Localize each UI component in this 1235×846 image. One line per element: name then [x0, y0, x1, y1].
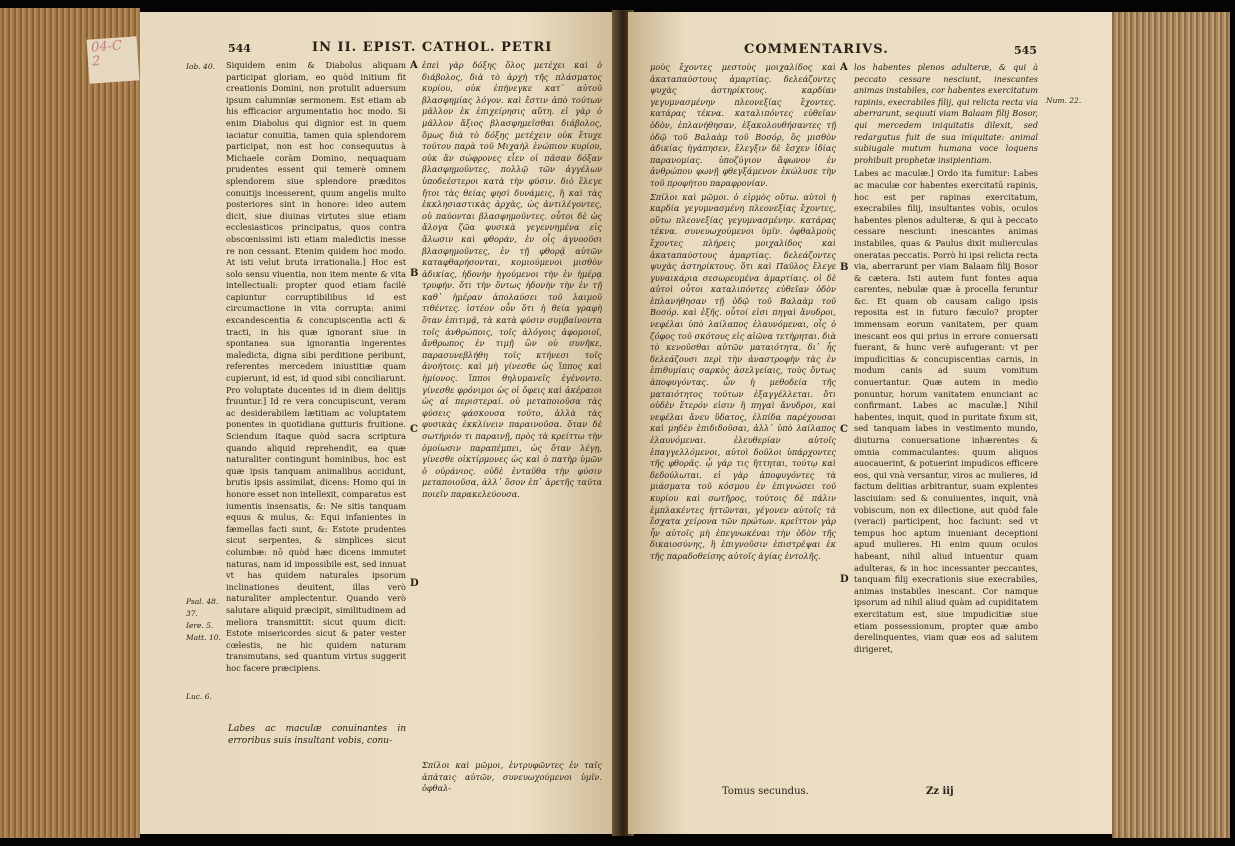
- latin-paragraph: Siquidem enim & Diabolus aliquam participat gloriam, eo quòd initium fit creationis Domini, non protulit aduersum ipsum calumniæ sermonem. Est etiam ab his efficacior argumentatio hoc modo. Si enim Diabolus qui dignior est in quem iaciatur conuitia, tamen quia splendorem participat, non est hoc consequutus à Michaele coràm Domino, nequaquam prudentes essent qui temerè omnem splendorem siue splendore præditos conuitijs incesserent, quum angelis multo posteriores sint in honore: ideo autem dicit, siue diuinas virtutes siue etiam ecclesiasticos principatus, quos contra obscœnissimi isti etiam maledictis inesse re non cessant. Etenim quidem hoc modo. At isti velut bruta irrationalia.] Hoc est solo sensu viuentia, non item mente & vita intellectuali: propter quod etiam facilè capiuntur corruptibilibus id est circumactione in vita corrupta: animi excandescentia & concupiscentia acti & tracti, in his quæ ignorant siue in spontanea sua ignorantia ingerentes maledicta, digna sibi perditione peribunt, referentes mercedem iniustitiæ quam cupierunt, id est, id quod sibi conciliarunt. Pro voluptate ducentes id in diem delitijs fruuntur.] Id re vera concupiscunt, veram ac desiderabilem lætitiam ac voluptatem ponentes in quotidiana gutturis fruitione. Sciendum itaque quòd sacra scriptura quando aliquid reprehendit, ea quæ naturaliter contingunt hominibus, hoc est quæ ipsis tanquam animalibus accidunt, brutis ipsis assimilat, dicens: Homo qui in honore esset non intellexit, comparatus est iumentis insensatis, &: Ne sitis tanquam equus & mulus, &: Equi infanientes in fæmellas facti sunt, &: Estote prudentes sicut serpentes, & simplices sicut columbæ: nō quòd hæc dicens immutet naturas, nam id impossibile est, sed innuat vt has quidem naturales ipsorum inclinationes deuitent, illas verò naturaliter amplectentur. Quando verò salutare aliquid præcipit, similitudinem ad meliora transmittit: sicut quum dicit: Estote misericordes sicut & pater vester cœlestis, ne hic quidem naturam transmutans, sed quantum virtus suggerit hoc facere præcipiens.: [226, 60, 406, 673]
- signature-footer: Tomus secundus.: [722, 786, 809, 797]
- latin-paragraph: Labes ac maculæ.] Ordo ita fumitur: Labes ac maculæ cor habentes exercitatū rapinis, hoc est per rapinas exercitatum, execrabiles filij, insultantes vobis, oculos habentes plenos adulteræ, & qui à peccato cessare nesciunt: inescantes animas instabiles, quas & Paulus dixit mulierculas oneratas peccatis. Porrò hi ipsi relicta recta via, aberrarunt per viam Balaam filij Bosor & cætera. Isti autem funt fontes aqua carentes, nebulæ quæ à procella feruntur &c. Et quam ob causam caligo ipsis reposita est in futuro fæculo? propter immensam eorum vanitatem, per quam inescant eos qui prius in errore conuersati fuerant, & hunc verè aufugerant: vt per impudicitias & concupiscentias carnis, in modum canis ad suum vomitum conuertantur. Quæ autem in medio ponuntur, horum vanitatem enunciant ac confirmant. Labes ac maculæ.] Nihil habentes, inquit, quod in puritate fixum sit, sed tanquam labes in vestimento mundo, diuturna conuersatione inhærentes & omnia commaculantes: quum aliquos auocauerint, & potuerint impudicos efficere eos, qui vnà versantur, viros ac mulieres, id factum delitias arbitrantur, suam explentes lasciuiam: sed & conuiuentes, inquit, vnà vobiscum, non ex dilectione, aut quòd fale (veraci) participent, hoc faciunt: sed vt tempus hoc aptum inueniant deceptioni apud mulieres. Hi enim quum oculos habeant, nihil aliud intuentur quam adulteras, & in hoc incessanter peccantes, tanquam filij execrationis siue execrabiles, animas instabiles inescant. Cor namque ipsorum ad nihil aliud quàm ad cupiditatem exercitatum est, siue impudicitiæ siue etiam possessionum, propter quæ ambo derelinquentes, viam quæ eos ad salutem dirigeret,: [854, 168, 1038, 654]
- running-head: IN II. EPIST. CATHOL. PETRI: [312, 40, 553, 55]
- section-letter: D: [840, 574, 849, 585]
- latin-text-column: [226, 60, 406, 710]
- page-number: 545: [1014, 44, 1037, 57]
- left-page-edges: [0, 8, 140, 838]
- margin-note: Psal. 48.: [186, 597, 219, 606]
- section-letter: A: [840, 62, 848, 73]
- right-page: [628, 12, 1112, 834]
- greek-lemma: Σπίλοι καὶ μῶμοι, ἐντρυφῶντες ἐν ταῖς ἀπάταις αὐτῶν, συνευωχούμενοι ὑμῖν. ὀφθαλ-: [422, 760, 602, 794]
- signature-mark: Zz iij: [926, 786, 954, 797]
- greek-paragraph: μοὺς ἔχοντες μεστοὺς μοιχαλίδος καὶ ἀκαταπαύστους ἁμαρτίας. δελεάζοντες ψυχὰς ἀστηρίκτους. καρδίαν γεγυμνασμένην πλεονεξίας ἔχοντες. κατάρας τέκνα. καταλιπόντες εὐθεῖαν ὁδὸν, ἐπλανήθησαν, ἐξακολουθήσαντες τῇ ὁδῷ τοῦ Βαλαὰμ τοῦ Βοσόρ, ὃς μισθὸν ἀδικίας ἠγάπησεν, ἔλεγξιν δὲ ἔσχεν ἰδίας παρανομίας. ὑποζύγιον ἄφωνον ἐν ἀνθρώπου φωνῇ φθεγξάμενον ἐκώλυσε τὴν τοῦ προφήτου παραφρονίαν.: [650, 62, 836, 188]
- margin-note: 37.: [186, 609, 198, 618]
- section-letter: D: [410, 578, 419, 589]
- latin-text-column: [854, 62, 1038, 772]
- section-letter: C: [410, 424, 418, 435]
- right-page-edges: [1112, 12, 1230, 838]
- margin-note: Num. 22.: [1046, 96, 1082, 105]
- library-sticker: 04-C 2: [87, 36, 140, 83]
- page-number: 544: [228, 42, 251, 55]
- latin-lemma: Labes ac maculæ conuinantes in erroribus suis insultant vobis, conu-: [228, 724, 406, 746]
- latin-verse: los habentes plenos adulteræ, & qui à peccato cessare nesciunt, inescantes animas instabiles, cor habentes exercitatum rapinis, execrabiles filij, qui relicta recta via aberrarunt, sequuti viam Balaam filij Bosor, qui mercedem iniquitatis dilexit, sed redargutus fuit de sua iniquitate: animal subiugale mutum humana voce loquens prohibuit prophetæ insipientiam.: [854, 62, 1038, 165]
- section-letter: B: [410, 268, 419, 279]
- margin-note: Luc. 6.: [186, 692, 212, 701]
- section-letter: A: [410, 60, 418, 71]
- section-letter: B: [840, 262, 849, 273]
- greek-paragraph: ἐπεὶ γὰρ δόξης ὅλος μετέχει καὶ ὁ διάβολος, διὰ τὸ ἀρχὴ τῆς πλάσματος κυρίου, οὐκ ἐπήνεγκε κατ᾽ αὐτοῦ βλασφημίας λόγον. καὶ ἔστιν ἀπὸ τούτων μᾶλλον ἐκ ἐπιχείρησις αὕτη. εἰ γὰρ ὁ μᾶλλον ἄξιος βλασφημεῖσθαι διάβολος, ὅμως διὰ τὸ δόξης μετέχειν οὐκ ἔτυχε τούτου παρὰ τοῦ Μιχαὴλ ἐνώπιον κυρίου, οὐκ ἂν σώφρονες εἶεν οἱ πᾶσαν δόξαν βλασφημοῦντες, πολλῷ τῶν ἀγγέλων ὑποδεέστεροι κατὰ τὴν φύσιν. διὸ ἔλεγε ἤτοι τὰς θείας φησὶ δυνάμεις, ἢ καὶ τὰς ἐκκλησιαστικὰς ἀρχὰς, ὡς ἀντιλέγοντες, οὐ παύονται βλασφημοῦντες. οὗτοι δὲ ὡς ἄλογα ζῶα φυσικὰ γεγεννημένα εἰς ἅλωσιν καὶ φθοράν, ἐν οἷς ἀγνοοῦσι βλασφημοῦντες, ἐν τῇ φθορᾷ αὐτῶν καταφθαρήσονται, κομιούμενοι μισθὸν ἀδικίας, ἡδονὴν ἡγούμενοι τὴν ἐν ἡμέρᾳ τρυφήν. ὅτι τὴν ὄντως ἡδονὴν τὴν ἐν τῇ καθ᾽ ἡμέραν ἀπολαύσει τοῦ λαιμοῦ τιθέντες. ἰστέον οὖν ὅτι ἡ θεία γραφὴ ὅταν ἐπιτιμᾷ, τὰ κατὰ φύσιν συμβαίνοντα τοῖς ἀνθρώποις, τοῖς ἀλόγοις ἀφομοιοῖ, ἄνθρωπος ἐν τιμῇ ὢν οὐ συνῆκε, παρασυνεβλήθη τοῖς κτήνεσι τοῖς ἀνοήτοις. καὶ μὴ γίνεσθε ὡς ἵππος καὶ ἡμίονος. ἵπποι θηλυμανεῖς ἐγένοντο. γίνεσθε φρόνιμοι ὡς οἱ ὄφεις καὶ ἀκέραιοι ὡς αἱ περιστεραί. οὐ μεταποιοῦσα τὰς φύσεις φάσκουσα τοῦτο, ἀλλὰ τὰς φυσικὰς ἐκκλίνειν παραινοῦσα. ὅταν δὲ σωτήριόν τι παραινῇ, πρὸς τὰ κρείττω τὴν ὁμοίωσιν παραπέμπει, ὡς ὅταν λέγῃ, γίνεσθε οἰκτίρμονες ὡς καὶ ὁ πατὴρ ὑμῶν ὁ οὐράνιος. οὐδὲ ἐνταῦθα τὴν φύσιν μεταποιοῦσα, ἀλλ᾽ ὅσον ἐπ᾽ ἀρετῆς ταῦτα ποιεῖν παρακελεύουσα.: [422, 60, 602, 499]
- margin-note: Matt. 10.: [186, 633, 221, 642]
- margin-note: Iere. 5.: [186, 621, 214, 630]
- running-head: COMMENTARIVS.: [744, 42, 889, 57]
- greek-text-column: [422, 60, 602, 750]
- greek-paragraph: Σπίλοι καὶ μῶμοι. ὁ εἱρμὸς οὕτω. αὐτοὶ ἡ καρδία γεγυμνασμένη πλεονεξίας ἔχοντες, οὕτω πλεονεξίας γεγυμνασμένην. κατάρας τέκνα. συνευωχούμενοι ὑμῖν. ὀφθαλμοὺς ἔχοντες πλήρεις μοιχαλίδος καὶ ἀκαταπαύστους ἁμαρτίας. δελεάζοντες ψυχὰς ἀστηρίκτους. ὅτι καὶ Παῦλος ἔλεγε γυναικάρια σεσωρευμένα ἁμαρτίαις. οἱ δὲ αὐτοὶ οὗτοι καταλιπόντες εὐθεῖαν ὁδὸν ἐπλανήθησαν τῇ ὁδῷ τοῦ Βαλαὰμ τοῦ Βοσόρ. καὶ ἑξῆς. οὗτοί εἰσι πηγαὶ ἄνυδροι, νεφέλαι ὑπὸ λαίλαπος ἐλαυνόμεναι, οἷς ὁ ζόφος τοῦ σκότους εἰς αἰῶνα τετήρηται. διὰ τὸ κενοῦσθαι αὐτῶν ματαιότητα, δι᾽ ἧς δελεάζουσι περὶ τὴν ἀναστροφὴν τὰς ἐν ἐπιθυμίαις σαρκὸς ἀσελγείαις, τοὺς ὄντως ἀποφυγόντας. ὧν ἡ μεθοδεία τῆς ματαιότητος τούτων ἐξαγγέλλεται. ὅτι οὐδὲν ἕτερόν εἰσιν ἢ πηγαὶ ἄνυδροι, καὶ νεφέλαι ἄνευ ὕδατος, ἐλπίδα παρέχουσαι καὶ μηδὲν ἐπιδιδοῦσαι, ἀλλ᾽ ὑπὸ λαίλαπος ἐλαυνόμεναι. ἐλευθερίαν αὐτοῖς ἐπαγγελλόμενοι, αὐτοὶ δοῦλοι ὑπάρχοντες τῆς φθορᾶς. ᾧ γάρ τις ἥττηται, τούτῳ καὶ δεδούλωται. εἰ γὰρ ἀποφυγόντες τὰ μιάσματα τοῦ κόσμου ἐν ἐπιγνώσει τοῦ κυρίου καὶ σωτῆρος, τούτοις δὲ πάλιν ἐμπλακέντες ἡττῶνται, γέγονεν αὐτοῖς τὰ ἔσχατα χείρονα τῶν πρώτων. κρεῖττον γὰρ ἦν αὐτοῖς μὴ ἐπεγνωκέναι τὴν ὁδὸν τῆς δικαιοσύνης, ἢ ἐπιγνοῦσιν ἐπιστρέψαι ἐκ τῆς παραδοθείσης αὐτοῖς ἁγίας ἐντολῆς.: [650, 191, 836, 561]
- left-page: [140, 12, 618, 834]
- section-letter: C: [840, 424, 848, 435]
- greek-text-column: [650, 62, 836, 772]
- margin-note: Iob. 40.: [186, 62, 215, 71]
